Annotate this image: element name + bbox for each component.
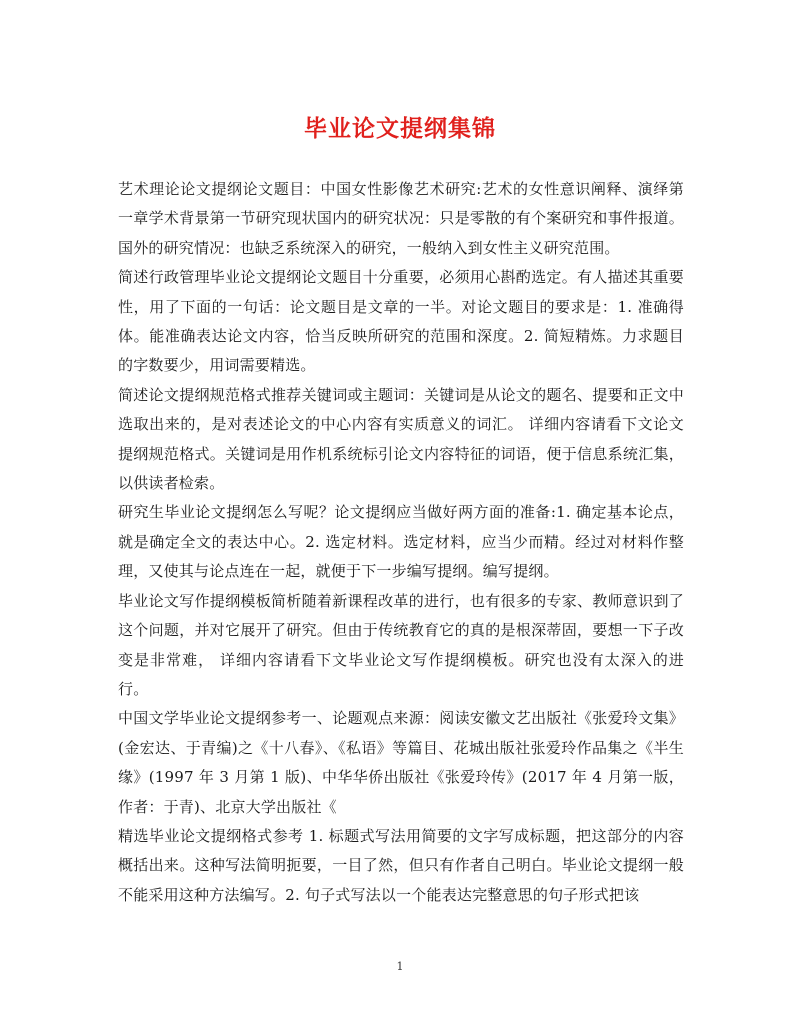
- paragraph-outline-format-keywords: 简述论文提纲规范格式推荐关键词或主题词：关键词是从论文的题名、提要和正文中选取出来的，是对表述论文的中心内容有实质意义的词汇。 详细内容请看下文论文提纲规范格式。关键词是用作机系统标引论文内容特征的词语，便于信息系统汇集，以供读者检索。: [118, 385, 684, 493]
- paragraph-graduate-outline-howto: 研究生毕业论文提纲怎么写呢？论文提纲应当做好两方面的准备:1. 确定基本论点，就是确定全文的表达中心。2. 选定材料。选定材料，应当少而精。经过对材料作整理，又使其与论点连在一起，就便于下一步编写提纲。编写提纲。: [118, 503, 684, 581]
- paragraph-outline-template-analysis: 毕业论文写作提纲模板简析随着新课程改革的进行，也有很多的专家、教师意识到了这个问题，并对它展开了研究。但由于传统教育它的真的是根深蒂固，要想一下子改变是非常难， 详细内容请看下文毕业论文写作提纲模板。研究也没有太深入的进行。: [118, 591, 684, 698]
- document-title: 毕业论文提纲集锦: [304, 115, 496, 142]
- paragraph-art-theory-outline: 艺术理论论文提纲论文题目：中国女性影像艺术研究:艺术的女性意识阐释、演绎第一章学术背景第一节研究现状国内的研究状况：只是零散的有个案研究和事件报道。国外的研究情况：也缺乏系统深入的研究，一般纳入到女性主义研究范围。: [118, 180, 684, 257]
- paragraph-chinese-literature-outline: 中国文学毕业论文提纲参考一、论题观点来源：阅读安徽文艺出版社《张爱玲文集》(金宏达、于青编)之《十八春》、《私语》等篇目、花城出版社张爱玲作品集之《半生缘》(1997 年 3 月第 1 版)、中华华侨出版社《张爱玲传》(2017 年 4 月第一版，作者：于青)、北京大学出版社《: [118, 709, 684, 816]
- document-body: [118, 175, 684, 910]
- page-number: 1: [396, 960, 404, 973]
- paragraph-outline-format-reference: 精选毕业论文提纲格式参考 1. 标题式写法用简要的文字写成标题，把这部分的内容概括出来。这种写法简明扼要，一目了然，但只有作者自己明白。毕业论文提纲一般不能采用这种方法编写。2. 句子式写法以一个能表达完整意思的句子形式把该: [118, 826, 684, 904]
- paragraph-admin-management-outline: 简述行政管理毕业论文提纲论文题目十分重要，必须用心斟酌选定。有人描述其重要性，用了下面的一句话：论文题目是文章的一半。对论文题目的要求是：1. 准确得体。能准确表达论文内容，恰当反映所研究的范围和深度。2. 简短精炼。力求题目的字数要少，用词需要精选。: [118, 268, 684, 375]
